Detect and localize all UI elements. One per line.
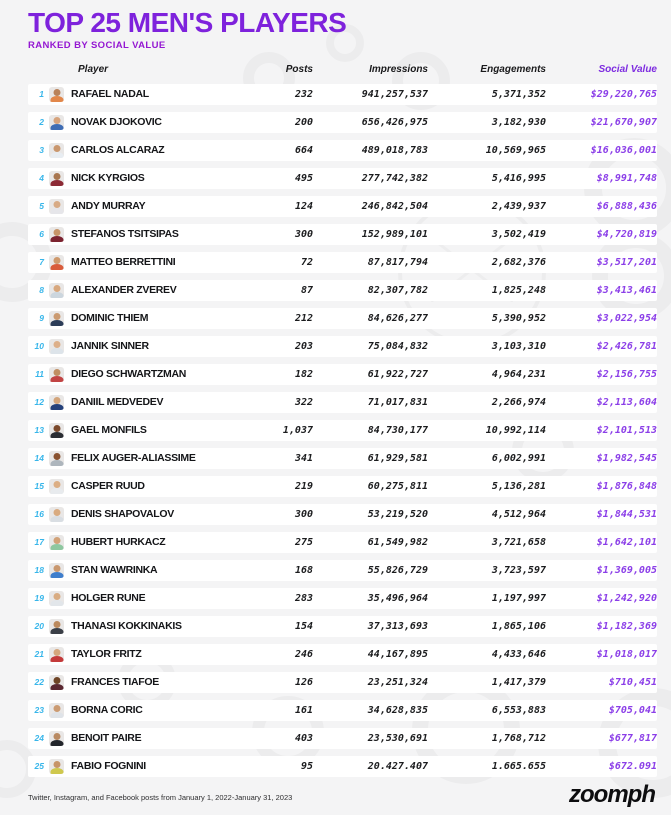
avatar-head <box>53 481 60 488</box>
player-engagements: 10,569,965 <box>485 144 546 156</box>
player-social-value: $29,220,765 <box>590 88 657 100</box>
player-rank: 13 <box>34 425 44 436</box>
player-name: NOVAK DJOKOVIC <box>71 116 162 129</box>
zoomph-logo: zoomph <box>569 781 655 808</box>
player-impressions: 61,549,982 <box>367 536 428 548</box>
table-row <box>28 196 657 217</box>
page-title: TOP 25 MEN'S PLAYERS <box>28 7 347 38</box>
player-rank: 14 <box>34 453 44 464</box>
avatar-head <box>53 425 60 432</box>
player-name: CARLOS ALCARAZ <box>71 144 165 157</box>
avatar-shirt <box>50 320 63 326</box>
avatar-shirt <box>50 572 63 578</box>
player-photo <box>49 423 64 438</box>
player-photo <box>49 339 64 354</box>
player-name: BENOIT PAIRE <box>71 732 142 745</box>
avatar-head <box>53 341 60 348</box>
avatar-shirt <box>50 348 63 354</box>
player-photo <box>49 451 64 466</box>
player-photo <box>49 563 64 578</box>
player-impressions: 37,313,693 <box>367 620 428 632</box>
player-impressions: 20.427.407 <box>367 760 428 772</box>
player-impressions: 55,826,729 <box>367 564 428 576</box>
table-row <box>28 476 657 497</box>
player-engagements: 3,182,930 <box>491 116 546 128</box>
player-social-value: $1,982,545 <box>596 452 657 464</box>
player-name: TAYLOR FRITZ <box>71 648 142 661</box>
player-name: JANNIK SINNER <box>71 340 149 353</box>
player-rank: 10 <box>34 341 44 352</box>
avatar-head <box>53 593 60 600</box>
player-social-value: $677,817 <box>608 732 657 744</box>
player-rank: 3 <box>39 145 44 156</box>
player-name: ALEXANDER ZVEREV <box>71 284 177 297</box>
player-rank: 19 <box>34 593 44 604</box>
player-engagements: 1,825,248 <box>491 284 546 296</box>
player-social-value: $3,022,954 <box>596 312 657 324</box>
table-row <box>28 224 657 245</box>
player-engagements: 2,682,376 <box>491 256 546 268</box>
player-engagements: 3,502,419 <box>491 228 546 240</box>
player-impressions: 489,018,783 <box>361 144 428 156</box>
avatar-head <box>53 229 60 236</box>
avatar-head <box>53 621 60 628</box>
player-posts: 219 <box>294 480 313 492</box>
avatar-shirt <box>50 96 63 102</box>
player-impressions: 60,275,811 <box>367 480 428 492</box>
player-posts: 403 <box>294 732 313 744</box>
player-photo <box>49 367 64 382</box>
player-photo <box>49 619 64 634</box>
player-social-value: $8,991,748 <box>596 172 657 184</box>
player-engagements: 5,371,352 <box>491 88 546 100</box>
player-impressions: 61,929,581 <box>367 452 428 464</box>
player-engagements: 6,002,991 <box>491 452 546 464</box>
player-impressions: 35,496,964 <box>367 592 428 604</box>
player-impressions: 82,307,782 <box>367 284 428 296</box>
player-photo <box>49 535 64 550</box>
player-name: FRANCES TIAFOE <box>71 676 159 689</box>
player-impressions: 84,730,177 <box>367 424 428 436</box>
player-social-value: $1,182,369 <box>596 620 657 632</box>
player-social-value: $1,876,848 <box>596 480 657 492</box>
player-social-value: $1,242,920 <box>596 592 657 604</box>
player-rank: 9 <box>39 313 44 324</box>
table-row <box>28 84 657 105</box>
player-photo <box>49 395 64 410</box>
player-rank: 24 <box>34 733 44 744</box>
player-engagements: 6,553,883 <box>491 704 546 716</box>
player-engagements: 4,964,231 <box>491 368 546 380</box>
player-name: HUBERT HURKACZ <box>71 536 166 549</box>
player-posts: 95 <box>300 760 313 772</box>
player-name: BORNA CORIC <box>71 704 143 717</box>
player-name: MATTEO BERRETTINI <box>71 256 176 269</box>
player-name: STAN WAWRINKA <box>71 564 158 577</box>
player-impressions: 75,084,832 <box>367 340 428 352</box>
player-rank: 11 <box>35 369 44 380</box>
player-posts: 124 <box>294 200 313 212</box>
player-posts: 275 <box>294 536 313 548</box>
avatar-head <box>53 761 60 768</box>
player-photo <box>49 479 64 494</box>
table-row <box>28 252 657 273</box>
player-social-value: $710,451 <box>608 676 657 688</box>
player-photo <box>49 703 64 718</box>
player-impressions: 656,426,975 <box>361 116 428 128</box>
table-row <box>28 420 657 441</box>
page-subtitle: RANKED BY SOCIAL VALUE <box>28 39 166 51</box>
player-social-value: $1,844,531 <box>596 508 657 520</box>
player-social-value: $2,426,781 <box>596 340 657 352</box>
player-engagements: 10,992,114 <box>485 424 546 436</box>
player-posts: 161 <box>294 704 313 716</box>
player-impressions: 34,628,835 <box>367 704 428 716</box>
player-rank: 16 <box>34 509 44 520</box>
table-row <box>28 168 657 189</box>
player-engagements: 3,723,597 <box>491 564 546 576</box>
column-header-engagements: Engagements <box>480 64 546 76</box>
player-social-value: $672.091 <box>608 760 657 772</box>
player-name: GAEL MONFILS <box>71 424 147 437</box>
player-engagements: 3,721,658 <box>491 536 546 548</box>
avatar-head <box>53 201 60 208</box>
avatar-shirt <box>50 432 63 438</box>
player-photo <box>49 87 64 102</box>
player-photo <box>49 311 64 326</box>
player-impressions: 246,842,504 <box>361 200 428 212</box>
player-name: DIEGO SCHWARTZMAN <box>71 368 187 381</box>
player-impressions: 53,219,520 <box>367 508 428 520</box>
player-rank: 18 <box>34 565 44 576</box>
player-rank: 7 <box>39 257 44 268</box>
player-engagements: 5,136,281 <box>491 480 546 492</box>
player-rank: 1 <box>39 89 44 100</box>
player-social-value: $705,041 <box>608 704 657 716</box>
table-row <box>28 588 657 609</box>
avatar-shirt <box>50 180 63 186</box>
player-photo <box>49 227 64 242</box>
player-impressions: 71,017,831 <box>367 396 428 408</box>
avatar-shirt <box>50 740 63 746</box>
player-name: THANASI KOKKINAKIS <box>71 620 182 633</box>
player-engagements: 3,103,310 <box>491 340 546 352</box>
player-photo <box>49 283 64 298</box>
player-rank: 20 <box>34 621 44 632</box>
column-header-impressions: Impressions <box>369 64 428 76</box>
avatar-head <box>53 173 60 180</box>
player-rank: 6 <box>39 229 44 240</box>
player-photo <box>49 199 64 214</box>
column-header-social-value: Social Value <box>598 64 657 76</box>
player-photo <box>49 507 64 522</box>
avatar-shirt <box>50 488 63 494</box>
player-social-value: $21,670,907 <box>590 116 657 128</box>
avatar-shirt <box>50 208 63 214</box>
table-row <box>28 504 657 525</box>
player-photo <box>49 759 64 774</box>
player-name: RAFAEL NADAL <box>71 88 149 101</box>
player-rank: 21 <box>34 649 44 660</box>
table-row <box>28 560 657 581</box>
player-engagements: 5,416,995 <box>491 172 546 184</box>
player-social-value: $6,888,436 <box>596 200 657 212</box>
avatar-shirt <box>50 152 63 158</box>
player-photo <box>49 171 64 186</box>
avatar-head <box>53 509 60 516</box>
player-social-value: $1,642,101 <box>596 536 657 548</box>
player-impressions: 87,817,794 <box>367 256 428 268</box>
player-posts: 126 <box>294 676 313 688</box>
player-name: DANIIL MEDVEDEV <box>71 396 164 409</box>
table-row <box>28 308 657 329</box>
table-row <box>28 700 657 721</box>
player-social-value: $16,036,001 <box>590 144 657 156</box>
avatar-shirt <box>50 656 63 662</box>
player-photo <box>49 143 64 158</box>
player-engagements: 1,417,379 <box>491 676 546 688</box>
player-impressions: 84,626,277 <box>367 312 428 324</box>
avatar-shirt <box>50 600 63 606</box>
player-rank: 2 <box>39 117 44 128</box>
player-social-value: $2,113,604 <box>596 396 657 408</box>
player-name: DOMINIC THIEM <box>71 312 149 325</box>
player-name: FELIX AUGER-ALIASSIME <box>71 452 196 465</box>
avatar-shirt <box>50 292 63 298</box>
player-impressions: 23,530,691 <box>367 732 428 744</box>
table-row <box>28 532 657 553</box>
player-posts: 87 <box>300 284 313 296</box>
avatar-shirt <box>50 516 63 522</box>
player-name: FABIO FOGNINI <box>71 760 146 773</box>
player-impressions: 23,251,324 <box>367 676 428 688</box>
player-engagements: 1,197,997 <box>491 592 546 604</box>
table-row <box>28 448 657 469</box>
avatar-head <box>53 145 60 152</box>
avatar-head <box>53 453 60 460</box>
avatar-head <box>53 677 60 684</box>
player-posts: 200 <box>294 116 313 128</box>
avatar-shirt <box>50 684 63 690</box>
avatar-shirt <box>50 628 63 634</box>
avatar-head <box>53 397 60 404</box>
avatar-shirt <box>50 124 63 130</box>
player-photo <box>49 255 64 270</box>
avatar-shirt <box>50 264 63 270</box>
player-engagements: 1,865,106 <box>491 620 546 632</box>
player-posts: 212 <box>294 312 313 324</box>
player-posts: 1,037 <box>282 424 313 436</box>
table-row <box>28 672 657 693</box>
player-social-value: $3,413,461 <box>596 284 657 296</box>
avatar-shirt <box>50 712 63 718</box>
avatar-head <box>53 649 60 656</box>
avatar-head <box>53 313 60 320</box>
player-posts: 182 <box>294 368 313 380</box>
table-row <box>28 364 657 385</box>
player-photo <box>49 731 64 746</box>
table-body <box>28 84 657 777</box>
avatar-head <box>53 537 60 544</box>
player-rank: 22 <box>34 677 44 688</box>
avatar-head <box>53 369 60 376</box>
player-rank: 15 <box>34 481 44 492</box>
table-row <box>28 616 657 637</box>
avatar-head <box>53 565 60 572</box>
player-rank: 5 <box>39 201 44 212</box>
player-engagements: 1,768,712 <box>491 732 546 744</box>
player-name: STEFANOS TSITSIPAS <box>71 228 179 241</box>
player-posts: 246 <box>294 648 313 660</box>
avatar-head <box>53 117 60 124</box>
footer <box>28 781 655 809</box>
avatar-head <box>53 705 60 712</box>
player-rank: 8 <box>39 285 44 296</box>
player-posts: 154 <box>294 620 313 632</box>
table-row <box>28 280 657 301</box>
player-name: NICK KYRGIOS <box>71 172 145 185</box>
table-header-row <box>28 62 657 78</box>
avatar-shirt <box>50 404 63 410</box>
table-row <box>28 728 657 749</box>
player-engagements: 4,433,646 <box>491 648 546 660</box>
player-name: ANDY MURRAY <box>71 200 146 213</box>
player-engagements: 2,266,974 <box>491 396 546 408</box>
player-social-value: $4,720,819 <box>596 228 657 240</box>
player-name: HOLGER RUNE <box>71 592 146 605</box>
player-posts: 168 <box>294 564 313 576</box>
player-name: DENIS SHAPOVALOV <box>71 508 174 521</box>
player-rank: 25 <box>34 761 44 772</box>
player-engagements: 5,390,952 <box>491 312 546 324</box>
player-posts: 495 <box>294 172 313 184</box>
player-posts: 232 <box>294 88 313 100</box>
player-rank: 4 <box>39 173 44 184</box>
player-posts: 341 <box>294 452 313 464</box>
avatar-shirt <box>50 544 63 550</box>
player-impressions: 61,922,727 <box>367 368 428 380</box>
column-header-posts: Posts <box>285 64 313 76</box>
player-rank: 23 <box>34 705 44 716</box>
player-engagements: 2,439,937 <box>491 200 546 212</box>
player-posts: 322 <box>294 396 313 408</box>
player-photo <box>49 675 64 690</box>
player-impressions: 152,989,101 <box>361 228 428 240</box>
avatar-head <box>53 89 60 96</box>
player-social-value: $1,369,005 <box>596 564 657 576</box>
player-posts: 300 <box>294 508 313 520</box>
player-photo <box>49 647 64 662</box>
table-row <box>28 644 657 665</box>
column-header-player: Player <box>78 64 109 76</box>
player-impressions: 44,167,895 <box>367 648 428 660</box>
player-engagements: 1.665.655 <box>491 760 546 772</box>
player-rank: 17 <box>34 537 44 548</box>
player-posts: 203 <box>294 340 313 352</box>
players-table <box>28 62 657 777</box>
player-impressions: 941,257,537 <box>361 88 428 100</box>
table-row <box>28 392 657 413</box>
table-row <box>28 756 657 777</box>
player-posts: 300 <box>294 228 313 240</box>
player-engagements: 4,512,964 <box>491 508 546 520</box>
avatar-shirt <box>50 768 63 774</box>
table-row <box>28 140 657 161</box>
player-impressions: 277,742,382 <box>361 172 428 184</box>
avatar-head <box>53 285 60 292</box>
player-social-value: $2,101,513 <box>596 424 657 436</box>
source-note: Twitter, Instagram, and Facebook posts from January 1, 2022-January 31, 2023 <box>28 793 293 802</box>
player-photo <box>49 591 64 606</box>
player-social-value: $1,018,017 <box>596 648 657 660</box>
avatar-shirt <box>50 236 63 242</box>
avatar-shirt <box>50 376 63 382</box>
player-social-value: $3,517,201 <box>596 256 657 268</box>
table-row <box>28 336 657 357</box>
player-social-value: $2,156,755 <box>596 368 657 380</box>
avatar-head <box>53 733 60 740</box>
player-posts: 72 <box>300 256 313 268</box>
player-rank: 12 <box>34 397 44 408</box>
player-photo <box>49 115 64 130</box>
avatar-shirt <box>50 460 63 466</box>
player-posts: 283 <box>294 592 313 604</box>
table-row <box>28 112 657 133</box>
avatar-head <box>53 257 60 264</box>
player-posts: 664 <box>294 144 313 156</box>
player-name: CASPER RUUD <box>71 480 145 493</box>
